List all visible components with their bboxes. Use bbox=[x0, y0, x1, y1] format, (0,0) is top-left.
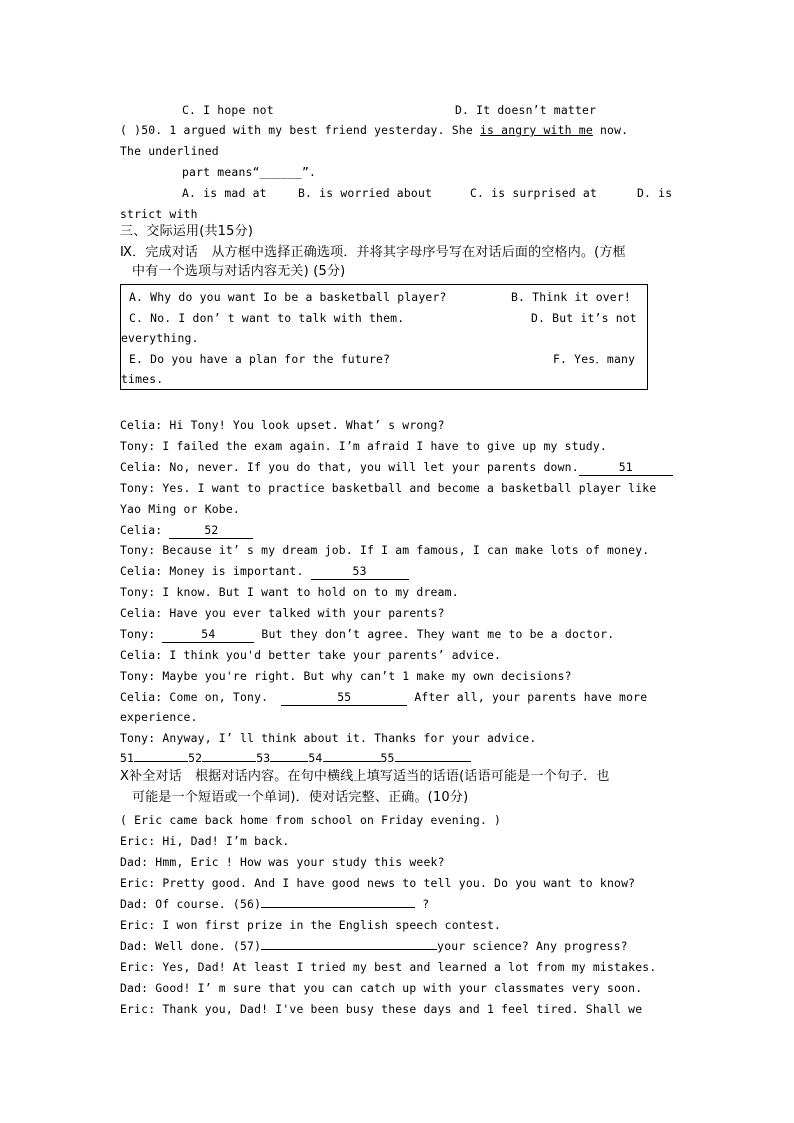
box-row-2 bbox=[125, 308, 651, 328]
q50-line5: strict with bbox=[120, 207, 198, 221]
blank-52: 52 bbox=[169, 522, 253, 539]
dialogue-line: Tony: Because it’ s my dream job. If I am famous, I can make lots of money. bbox=[120, 543, 650, 557]
dialogue-line: Celia: No, never. If you do that, you will let your parents down. 51 bbox=[120, 457, 675, 477]
dialogue-line: Dad: Good! I’ m sure that you can catch up with your classmates very soon. bbox=[120, 981, 643, 995]
q50-line3: part means“______”. bbox=[182, 165, 317, 179]
dialogue-line: Tony: Yes. I want to practice basketball and become a basketball player like bbox=[120, 481, 657, 495]
dialogue-line: experience. bbox=[120, 710, 198, 724]
box-row-3 bbox=[125, 349, 651, 369]
answer-label-52: 52 bbox=[188, 751, 203, 765]
dialogue-line: Yao Ming or Kobe. bbox=[120, 502, 240, 516]
box-row-1 bbox=[125, 287, 651, 307]
box-option-c: C. No. I don’ t want to talk with them. bbox=[129, 311, 405, 325]
dialogue-line: Celia: Have you ever talked with your parents? bbox=[120, 606, 445, 620]
answer-label-51: 51 bbox=[120, 751, 135, 765]
answer-label-54: 54 bbox=[308, 751, 323, 765]
q50-stem-b: now. bbox=[599, 123, 629, 137]
dialogue-line: Celia: Come on, Tony. 55 After all, your parents have more bbox=[120, 690, 648, 704]
answer-label-55: 55 bbox=[380, 751, 395, 765]
q50-option-b: B. is worried about bbox=[298, 186, 433, 200]
blank-54: 54 bbox=[162, 626, 254, 643]
box-option-e: E. Do you have a plan for the future? bbox=[129, 352, 391, 366]
box-option-b: B. Think it over! bbox=[511, 290, 631, 304]
q49-options-row bbox=[120, 100, 675, 120]
q50-underlined-part: is angry with me bbox=[479, 123, 593, 137]
q49-option-d: D. It doesn’t matter bbox=[455, 103, 597, 117]
dialogue-line: Dad: Well done. (57) your science? Any progress? bbox=[120, 939, 628, 953]
blank-51: 51 bbox=[579, 459, 673, 476]
box-option-d: D. But it’s not bbox=[531, 311, 637, 325]
q50-line2: The underlined bbox=[120, 144, 219, 158]
q50-option-a: A. is mad at bbox=[182, 186, 267, 200]
dialogue-line: Eric: I won first prize in the English speech contest. bbox=[120, 918, 502, 932]
answer-line bbox=[120, 748, 675, 768]
dialogue-line: Tony: Maybe you're right. But why can’t 1 make my own decisions? bbox=[120, 669, 572, 683]
dialogue-line: Tony: I failed the exam again. I’m afraid I have to give up my study. bbox=[120, 439, 607, 453]
section3-title: 三、交际运用(共15分) bbox=[120, 224, 254, 239]
q49-option-c: C. I hope not bbox=[182, 103, 274, 117]
part9-title-line2: 中有一个选项与对话内容无关) (5分) bbox=[132, 264, 346, 279]
dialogue-line: Celia: Money is important. 53 bbox=[120, 561, 675, 581]
dialogue-line: Eric: Pretty good. And I have good news to tell you. Do you want to know? bbox=[120, 876, 636, 890]
dialogue-line: Dad: Hmm, Eric ! How was your study this week? bbox=[120, 855, 445, 869]
q50-stem-a: 50. 1 argued with my best friend yesterday. She bbox=[141, 123, 473, 137]
dialogue-line: Eric: Thank you, Dad! I've been busy these days and 1 feel tired. Shall we bbox=[120, 1002, 643, 1016]
blank-53: 53 bbox=[311, 563, 409, 580]
box-option-f-cont: times. bbox=[121, 372, 164, 386]
dialogue-line: Eric: Hi, Dad! I’m back. bbox=[120, 834, 290, 848]
blank-56 bbox=[261, 907, 415, 908]
dialogue-line: Dad: Of course. (56) ? bbox=[120, 897, 430, 911]
answer-label-53: 53 bbox=[256, 751, 271, 765]
q50-stem bbox=[120, 120, 675, 140]
options-box bbox=[120, 284, 648, 390]
dialogue-line: Tony: Anyway, I’ ll think about it. Thanks for your advice. bbox=[120, 731, 537, 745]
q50-option-d: D. is bbox=[637, 186, 673, 200]
q50-options-row bbox=[120, 183, 675, 203]
dialogue-line: Celia: I think you'd better take your parents’ advice. bbox=[120, 648, 502, 662]
q50-answer-paren: ( ) bbox=[120, 123, 142, 137]
part9-title-line1: Ⅸ．完成对话 从方框中选择正确选项．并将其字母序号写在对话后面的空格内。(方框 bbox=[120, 245, 626, 260]
blank-57 bbox=[261, 949, 437, 950]
q50-option-c: C. is surprised at bbox=[470, 186, 598, 200]
q50-blank: ______ bbox=[259, 165, 302, 179]
dialogue-line: Celia: 52 bbox=[120, 520, 675, 540]
dialogue-line: Tony: I know. But I want to hold on to my dream. bbox=[120, 585, 459, 599]
dialogue-line: Tony: 54 But they don’t agree. They want me to be a doctor. bbox=[120, 627, 615, 641]
box-option-d-cont: everything. bbox=[121, 331, 199, 345]
box-option-a: A. Why do you want Io be a basketball player? bbox=[129, 290, 447, 304]
dialogue-line: Eric: Yes, Dad! At least I tried my best and learned a lot from my mistakes. bbox=[120, 960, 657, 974]
blank-55: 55 bbox=[281, 689, 407, 706]
part10-title-line2: 可能是一个短语或一个单词)．使对话完整、正确。(10分) bbox=[132, 790, 469, 805]
dialogue-line: ( Eric came back home from school on Friday evening. ) bbox=[120, 813, 502, 827]
box-option-f: F. Yes．many bbox=[553, 352, 636, 366]
part10-title-line1: Ⅹ补全对话 根据对话内容。在句中横线上填写适当的话语(话语可能是一个句子．也 bbox=[120, 769, 610, 784]
dialogue-line: Celia: Hi Tony! You look upset. What’ s wrong? bbox=[120, 418, 445, 432]
